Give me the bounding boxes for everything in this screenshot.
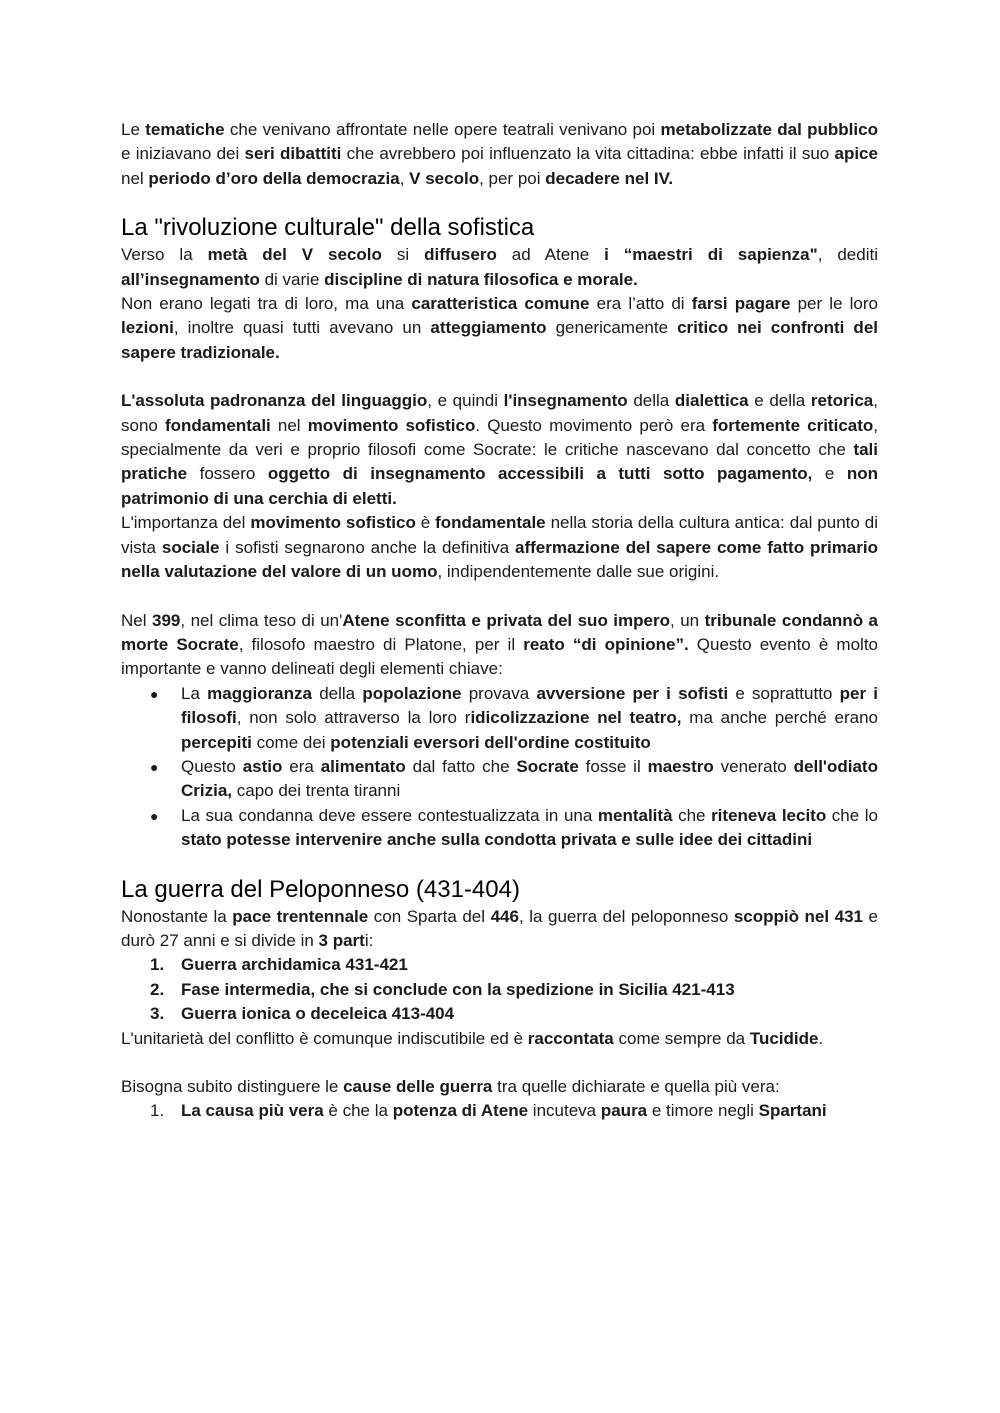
text-run: è che la — [323, 1101, 393, 1121]
bold-text-run: alimentato — [320, 756, 406, 776]
text-run: per le loro — [790, 294, 878, 314]
war-phases-list — [121, 953, 878, 1026]
text-run: , nel clima teso di un' — [180, 610, 343, 630]
list-number: 2. — [150, 979, 165, 999]
text-run: ma anche perché erano — [681, 708, 878, 728]
war-intro-paragraph — [121, 905, 878, 954]
text-run: , un — [670, 610, 705, 630]
text-run: come sempre da — [613, 1028, 750, 1048]
bold-text-run: potenziali eversori dell'ordine costituito — [330, 732, 651, 752]
bold-text-run: lezioni — [121, 318, 174, 338]
bold-text-run: metà del V secolo — [207, 245, 382, 265]
sophistry-paragraph-1 — [121, 243, 878, 292]
thucydides-paragraph — [121, 1027, 878, 1051]
bold-text-run: fondamentale — [435, 513, 546, 533]
list-item — [121, 978, 878, 1002]
war-causes-paragraph — [121, 1075, 878, 1099]
bold-text-run: apice — [834, 144, 878, 164]
sophistry-paragraph-3 — [121, 389, 878, 511]
text-run: , inoltre quasi tutti avevano un — [173, 318, 431, 338]
text-run: La — [181, 683, 208, 703]
bold-text-run: avversione per i sofisti — [536, 683, 729, 703]
list-item-text: Guerra ionica o deceleica 413-404 — [181, 1004, 455, 1024]
text-run: Non erano legati tra di loro, ma una — [121, 294, 412, 314]
text-run: era l’atto di — [589, 294, 692, 314]
bold-text-run: 446 — [490, 906, 519, 926]
peloponnesian-war-heading: La guerra del Peloponneso (431-404) — [121, 875, 520, 903]
text-run: L'unitarietà del conflitto è comunque indiscutibile ed è — [121, 1028, 528, 1048]
bold-text-run: raccontata — [527, 1028, 614, 1048]
bold-text-run: V secolo — [409, 168, 480, 188]
text-run: che lo — [826, 805, 878, 825]
bold-text-run: Atene sconfitta e privata del suo impero — [342, 610, 670, 630]
text-run: provava — [461, 683, 537, 703]
bold-text-run: decadere nel IV. — [545, 168, 674, 188]
bold-text-run: tematiche — [145, 120, 225, 139]
list-item — [121, 953, 878, 977]
text-run: Le — [121, 120, 146, 139]
list-item-text — [181, 1101, 827, 1120]
text-run: L'importanza del — [121, 513, 251, 533]
text-run: fosse il — [578, 756, 648, 776]
list-item — [121, 755, 878, 804]
text-run: , indipendentemente dalle sue origini. — [437, 562, 720, 582]
bold-text-run: scoppiò nel 431 — [733, 906, 864, 926]
bold-text-run: metabolizzate dal pubblico — [660, 120, 878, 139]
bold-text-run: 3 part — [318, 930, 365, 950]
text-run: nella storia della cultura antica: dal punto di vista — [121, 513, 878, 557]
bold-text-run: riteneva lecito — [711, 805, 827, 825]
bullet-icon: ● — [150, 758, 159, 775]
list-item — [121, 804, 878, 853]
bold-text-run: percepiti — [181, 732, 252, 752]
text-run: che avrebbero poi influenzato la vita cittadina: ebbe infatti il suo — [341, 144, 835, 164]
bold-text-run: popolazione — [362, 683, 462, 703]
text-run: era — [282, 756, 321, 776]
text-run: , filosofo maestro di Platone, per il — [238, 634, 524, 654]
text-run: . — [818, 1028, 824, 1048]
text-run: capo dei trenta tiranni — [232, 781, 401, 801]
bold-text-run: idicolizzazione nel teatro, — [470, 708, 682, 728]
bold-text-run: pace trentennale — [232, 906, 369, 926]
text-run: e timore negli — [647, 1101, 759, 1121]
text-run: nel — [270, 415, 308, 435]
text-run: , — [399, 168, 410, 188]
sophistry-heading: La "rivoluzione culturale" della sofistica — [121, 214, 535, 242]
bold-text-run: diffusero — [424, 245, 497, 265]
bold-text-run: fondamentali — [164, 415, 271, 435]
text-run: , non solo attraverso la loro r — [236, 708, 471, 728]
sophistry-paragraph-4 — [121, 511, 878, 584]
bold-text-run: retorica — [810, 391, 874, 411]
bold-text-run: fortemente criticato — [712, 415, 874, 435]
list-item-text: Fase intermedia, che si conclude con la spedizione in Sicilia 421-413 — [181, 979, 735, 999]
text-run: , la guerra del peloponneso — [518, 906, 734, 926]
list-item — [121, 682, 878, 755]
bold-text-run: paura — [600, 1101, 648, 1121]
document-page — [121, 118, 878, 1124]
bold-text-run: L'assoluta padronanza del linguaggio — [121, 391, 428, 411]
text-run: come dei — [251, 732, 331, 752]
text-run: con Sparta del — [368, 906, 491, 926]
bold-text-run: Socrate — [516, 756, 579, 776]
bold-text-run: sociale — [161, 537, 220, 557]
text-run: , specialmente da veri e proprio filosofi come Socrate: le critiche nascevano dal concetto che — [121, 415, 879, 460]
text-run: della — [627, 391, 675, 411]
socrates-trial-paragraph — [121, 609, 878, 682]
bold-text-run: dialettica — [674, 391, 749, 411]
text-run: si — [381, 245, 425, 265]
bold-text-run: La causa più vera — [181, 1101, 324, 1121]
list-number: 1. — [150, 1101, 165, 1121]
bold-text-run: maggioranza — [207, 683, 312, 703]
text-run: nel — [121, 168, 149, 188]
bold-text-run: caratteristica comune — [411, 294, 590, 314]
socrates-key-points-list — [121, 682, 878, 853]
text-run: genericamente — [546, 318, 678, 338]
text-run: i: — [364, 930, 374, 950]
text-run: , e quindi — [427, 391, 504, 411]
bold-text-run: Tucidide — [749, 1028, 819, 1048]
bold-text-run: Spartani — [758, 1101, 827, 1121]
bold-text-run: dell'odiato Crizia, — [181, 756, 878, 801]
list-item-text — [181, 684, 878, 752]
bold-text-run: stato potesse intervenire anche sulla condotta privata e sulle idee dei cittadini — [181, 830, 813, 850]
bold-text-run: per i filosofi — [181, 683, 879, 728]
bold-text-run: tali pratiche — [121, 440, 878, 484]
bold-text-run: cause delle guerra — [343, 1077, 493, 1096]
text-run: e durò 27 anni e si divide in — [121, 906, 879, 950]
text-run: e iniziavano dei — [121, 144, 245, 164]
text-run: venerato — [713, 756, 794, 776]
bold-text-run: affermazione del sapere come fatto primario nella valutazione del valore di un uomo — [121, 537, 878, 582]
text-run: è — [415, 513, 436, 533]
war-causes-list — [121, 1099, 878, 1123]
text-run: dal fatto che — [405, 756, 517, 776]
text-run: Nonostante la — [121, 906, 233, 926]
text-run: e — [812, 464, 847, 484]
bold-text-run: 399 — [152, 610, 181, 630]
text-run: , dediti — [817, 245, 878, 265]
bold-text-run: tribunale condannò a morte Socrate — [121, 610, 879, 654]
text-run: i sofisti segnarono anche la definitiva — [219, 537, 516, 557]
bold-text-run: movimento sofistico — [307, 415, 476, 435]
list-number: 3. — [150, 1004, 165, 1024]
text-run: e soprattutto — [728, 683, 840, 703]
list-item-text — [181, 806, 878, 849]
text-run: Bisogna subito distinguere le — [121, 1077, 344, 1096]
sophistry-paragraph-2 — [121, 292, 878, 365]
bold-text-run: atteggiamento — [430, 318, 547, 338]
text-run: tra quelle dichiarate e quella più vera: — [492, 1077, 780, 1096]
text-run: , per poi — [479, 168, 546, 188]
list-item-text: Guerra archidamica 431-421 — [181, 955, 408, 975]
text-run: Verso la — [121, 245, 208, 265]
list-item — [121, 1002, 878, 1026]
text-run: che — [672, 805, 712, 825]
bold-text-run: seri dibattiti — [244, 144, 342, 164]
bold-text-run: discipline di natura filosofica e morale. — [324, 269, 638, 289]
list-item-text — [181, 757, 878, 800]
bold-text-run: all’insegnamento — [121, 269, 260, 289]
bold-text-run: i “maestri di sapienza" — [604, 245, 818, 265]
text-run: incuteva — [528, 1101, 601, 1121]
text-run: che venivano affrontate nelle opere teatrali venivano poi — [224, 120, 661, 139]
text-run: di varie — [259, 269, 325, 289]
bold-text-run: potenza di Atene — [392, 1101, 529, 1121]
intro-paragraph — [121, 118, 878, 191]
text-run: e della — [748, 391, 811, 411]
bold-text-run: periodo d’oro della democrazia — [148, 168, 400, 188]
bullet-icon: ● — [150, 685, 159, 702]
bold-text-run: l'insegnamento — [503, 391, 628, 411]
bold-text-run: non patrimonio di una cerchia di eletti. — [121, 464, 878, 508]
text-run: fossero — [187, 464, 268, 484]
text-run: , sono — [121, 391, 878, 435]
bold-text-run: mentalità — [597, 805, 673, 825]
bold-text-run: movimento sofistico — [250, 513, 416, 533]
bold-text-run: oggetto di insegnamento accessibili a tutti sotto pagamento, — [267, 464, 813, 484]
text-run: della — [311, 683, 363, 703]
bold-text-run: reato “di opinione”. — [523, 634, 689, 654]
list-item — [121, 1099, 878, 1123]
bullet-icon: ● — [150, 807, 159, 824]
bold-text-run: maestro — [647, 756, 714, 776]
text-run: La sua condanna deve essere contestualizzata in una — [181, 805, 598, 825]
text-run: Nel — [121, 610, 152, 630]
bold-text-run: astio — [242, 756, 283, 776]
text-run: ad Atene — [496, 245, 605, 265]
text-run: . Questo movimento però era — [475, 415, 713, 435]
text-run: Questo evento è molto importante e vanno delineati degli elementi chiave: — [121, 634, 879, 679]
list-number: 1. — [150, 955, 165, 975]
bold-text-run: farsi pagare — [691, 294, 791, 314]
bold-text-run: critico nei confronti del sapere tradizionale. — [121, 318, 878, 362]
text-run: Questo — [181, 756, 243, 776]
